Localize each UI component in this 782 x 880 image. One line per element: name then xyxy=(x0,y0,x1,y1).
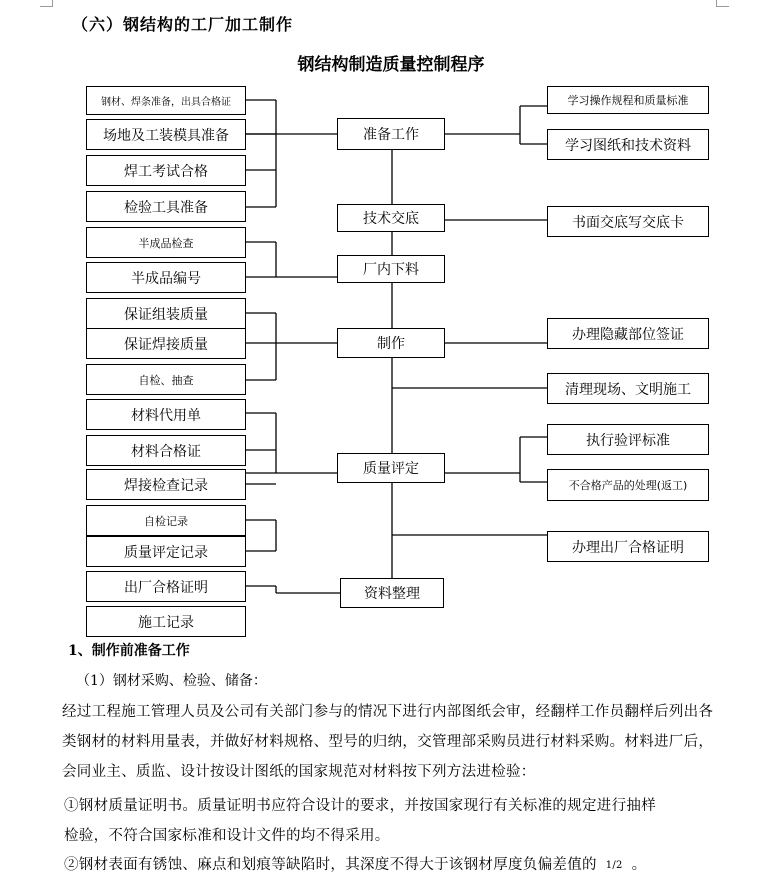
flow-box-construction-record: 施工记录 xyxy=(86,606,246,637)
flow-box-factory-cert-process: 办理出厂合格证明 xyxy=(547,531,709,562)
flow-box-welder-test: 焊工考试合格 xyxy=(86,155,246,186)
flow-box-assembly-quality: 保证组装质量 xyxy=(86,298,246,329)
flow-box-learn-procedures: 学习操作规程和质量标准 xyxy=(547,86,709,114)
sub-title: （1）钢材采购、检验、储备： xyxy=(76,673,267,689)
flow-box-steel-prep: 钢材、焊条准备，出具合格证 xyxy=(86,86,246,115)
flow-box-weld-inspection-record: 焊接检查记录 xyxy=(86,469,246,500)
flow-box-self-check-record: 自检记录 xyxy=(86,505,246,536)
item-1-line-1: ①钢材质量证明书。质量证明书应符合设计的要求，并按国家现行有关标准的规定进行抽样 xyxy=(64,798,656,814)
item-2-end: 。 xyxy=(631,857,647,873)
flow-box-fabrication: 制作 xyxy=(337,328,445,358)
item-1-line-2: 检验，不符合国家标准和设计文件的均不得采用。 xyxy=(64,828,390,844)
item-2-text: ②钢材表面有锈蚀、麻点和划痕等缺陷时，其深度不得大于该钢材厚度负偏差值的 xyxy=(64,857,597,873)
section-heading: （六）钢结构的工厂加工制作 xyxy=(72,15,294,34)
flow-box-self-check: 自检、抽查 xyxy=(86,364,246,395)
item-2-fraction: 1/2 xyxy=(605,860,623,871)
flow-box-hidden-parts-visa: 办理隐藏部位签证 xyxy=(547,318,709,349)
flow-box-material-substitute: 材料代用单 xyxy=(86,399,246,430)
body-paragraph: 经过工程施工管理人员及公司有关部门参与的情况下进行内部图纸会审，经翻样工作员翻样后列出各类钢材的材料用量表，并做好材料规格、型号的归纳，交管理部采购员进行材料采购。材料进厂后，会同业主、质监、设计按设计图纸的国家规范对材料按下列方法进检验： xyxy=(62,704,714,780)
flow-box-learn-drawings: 学习图纸和技术资料 xyxy=(547,129,709,160)
flow-box-technical-briefing: 技术交底 xyxy=(337,204,445,232)
flow-box-factory-cert: 出厂合格证明 xyxy=(86,571,246,602)
flow-box-semi-check: 半成品检查 xyxy=(86,227,246,258)
flow-box-welding-quality: 保证焊接质量 xyxy=(86,328,246,359)
flow-box-preparation: 准备工作 xyxy=(337,118,445,150)
flow-box-documentation: 资料整理 xyxy=(340,578,444,608)
flow-box-apply-standards: 执行验评标准 xyxy=(547,424,709,455)
flow-box-quality-evaluation: 质量评定 xyxy=(337,453,445,483)
flow-box-inspection-tools: 检验工具准备 xyxy=(86,191,246,222)
flow-box-site-cleanup: 清理现场、文明施工 xyxy=(547,373,709,404)
flow-box-material-cert: 材料合格证 xyxy=(86,435,246,466)
flow-box-site-fixtures: 场地及工装模具准备 xyxy=(86,119,246,150)
chart-title: 钢结构制造质量控制程序 xyxy=(297,55,485,75)
flow-box-cutting: 厂内下料 xyxy=(337,255,445,283)
flow-box-semi-number: 半成品编号 xyxy=(86,262,246,293)
flow-box-written-briefing: 书面交底写交底卡 xyxy=(547,206,709,237)
item-2 xyxy=(64,853,646,874)
flow-box-rework: 不合格产品的处理(返工) xyxy=(547,469,709,501)
section-title: 1、制作前准备工作 xyxy=(68,643,190,659)
flow-box-quality-eval-record: 质量评定记录 xyxy=(86,536,246,567)
